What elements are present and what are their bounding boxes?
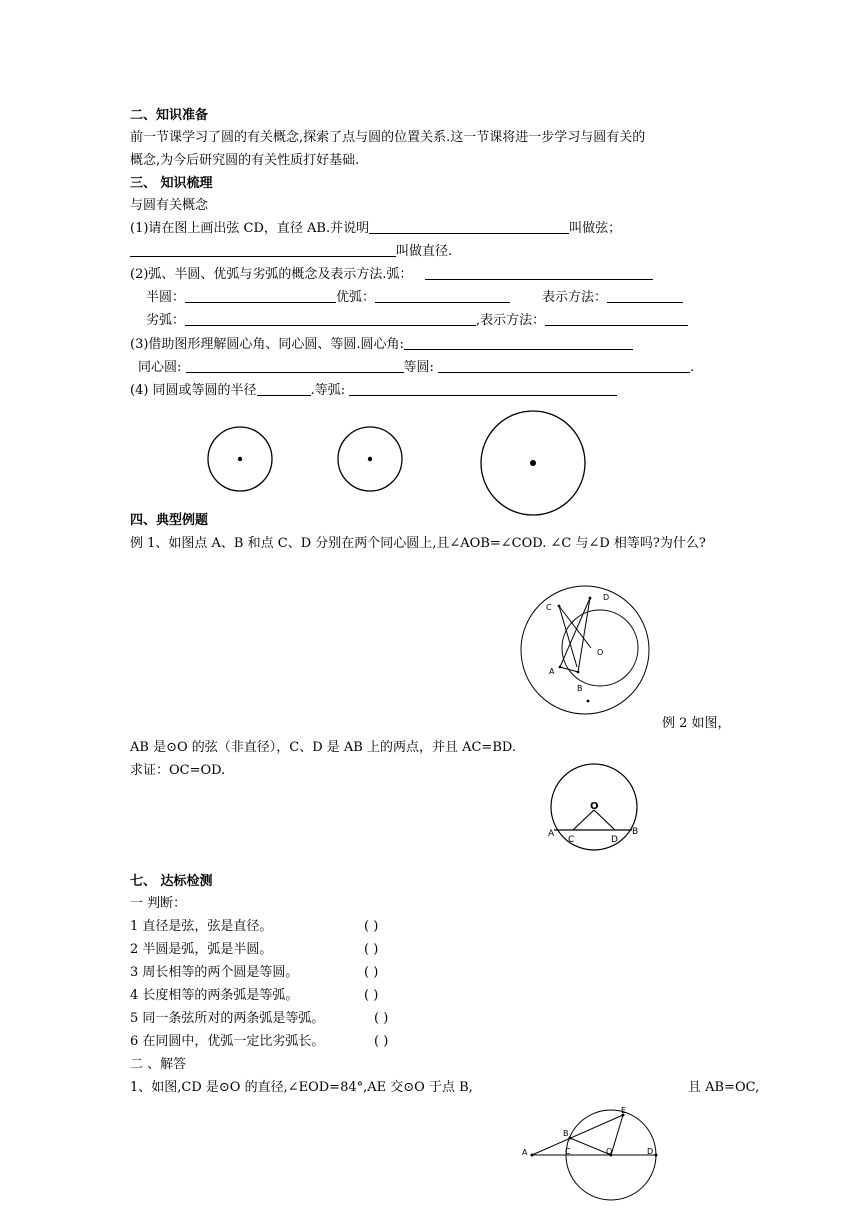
answer-parentheses[interactable]: ( ) [364,965,379,980]
circle-3-center [530,460,536,466]
label-b: B [632,827,639,837]
point-b [569,1137,572,1140]
segment-ab [560,667,578,672]
point-b [577,671,580,674]
judgement-heading: 一 判断： [130,896,187,911]
example-2-figure [540,760,650,856]
label-o: O [590,801,599,812]
semicircle-label: 半圆： [146,290,186,305]
answer-parentheses[interactable]: ( ) [374,1034,389,1049]
point-d [589,597,592,600]
solve-heading: 二 、解答 [130,1057,187,1072]
judgement-item-1: 1 直径是弦，弦是直径。 [130,919,273,934]
solve-question-1: 1、如图,CD 是⊙O 的直径,∠EOD=84°,AE 交⊙O 于点 B, [130,1080,473,1095]
example-2-text: AB 是⊙O 的弦（非直径），C、D 是 AB 上的两点，并且 AC=BD. [130,740,516,755]
question-1b-end: 叫做直径. [396,244,453,259]
outer-circle [521,586,649,714]
section-2-paragraph-line-1: 前一节课学习了圆的有关概念,探索了点与圆的位置关系.这一节课将进一步学习与圆有关的 [130,130,646,145]
section-3-intro: 与圆有关概念 [130,198,209,213]
point-c [558,605,561,608]
question-1-end: 叫做弦； [569,221,622,236]
label-b: B [577,684,583,693]
solve-figure [515,1100,675,1210]
judgement-item-5: 5 同一条弦所对的两条弧是等弧。 [130,1011,325,1026]
concentric-label: 同心圆: [138,360,186,375]
major-arc-label: 优弧： [336,290,376,305]
point-d [655,1154,658,1157]
segment-ob [570,1138,611,1155]
point-outer-bottom [587,700,590,703]
answer-parentheses[interactable]: ( ) [364,919,379,934]
label-a: A [522,1148,528,1157]
segment-d-inner [560,598,590,667]
solve-question-1-tail: 且 AB=OC, [688,1080,760,1095]
segment-db [578,598,590,672]
answer-parentheses[interactable]: ( ) [374,1011,389,1026]
answer-parentheses[interactable]: ( ) [364,942,379,957]
label-a: A [548,829,555,839]
judgement-item-3: 3 周长相等的两个圆是等圆。 [130,965,299,980]
label-d: D [611,835,618,845]
judgement-item-2: 2 半圆是弧，弧是半圆。 [130,942,273,957]
answer-parentheses[interactable]: ( ) [364,988,379,1003]
label-e: E [621,1106,627,1115]
circle-2-center [368,457,372,461]
equal-circle-label: 等圆: [403,360,439,375]
label-o: O [606,1147,613,1156]
label-d: D [603,593,610,602]
label-o: O [597,648,604,657]
segment-oc [573,810,594,830]
point-a [559,666,562,669]
equal-arc-label: .等弧: [310,383,350,398]
segment-od [594,810,615,830]
notation-label-2: ,表示方法： [476,313,546,328]
notation-label: 表示方法： [542,290,608,305]
segment-ca [559,606,577,667]
circles-figure [0,0,860,520]
point-a [531,1154,534,1157]
example-2-heading: 例 2 如图， [662,716,731,731]
example-1-figure [520,590,680,710]
example-1-text: 例 1、如图点 A、B 和点 C、D 分别在两个同心圆上,且∠AOB=∠COD. ∠C 与∠D 相等吗?为什么? [130,536,706,551]
section-7-heading: 七、 达标检测 [130,874,213,889]
minor-arc-label: 劣弧： [146,313,186,328]
question-4-text: (4) 同圆或等圆的半径 [130,383,257,398]
label-c: C [565,1147,571,1156]
question-1-text: (1)请在图上画出弦 CD，直径 AB.并说明 [130,221,370,236]
judgement-item-6: 6 在同圆中，优弧一定比劣弧长。 [130,1034,325,1049]
section-3-heading: 三、 知识梳理 [130,176,213,191]
label-c: C [568,835,575,845]
line-end-period: . [690,360,695,375]
section-2-heading: 二、知识准备 [130,108,209,123]
segment-oe [611,1115,623,1155]
label-d: D [647,1147,654,1156]
label-b: B [563,1129,569,1138]
question-2-text: (2)弧、半圆、优弧与劣弧的概念及表示方法.弧： [130,267,413,282]
section-4-heading: 四、典型例题 [130,513,209,528]
example-2-proof: 求证：OC=OD. [130,763,226,778]
judgement-item-4: 4 长度相等的两条弧是等弧。 [130,988,299,1003]
circle-1-center [238,457,242,461]
label-a: A [549,667,555,676]
label-c: C [546,603,552,612]
question-3-text: (3)借助图形理解圆心角、同心圆、等圆.圆心角: [130,337,404,352]
section-2-paragraph-line-2: 概念,为今后研究圆的有关性质打好基础. [130,153,360,168]
